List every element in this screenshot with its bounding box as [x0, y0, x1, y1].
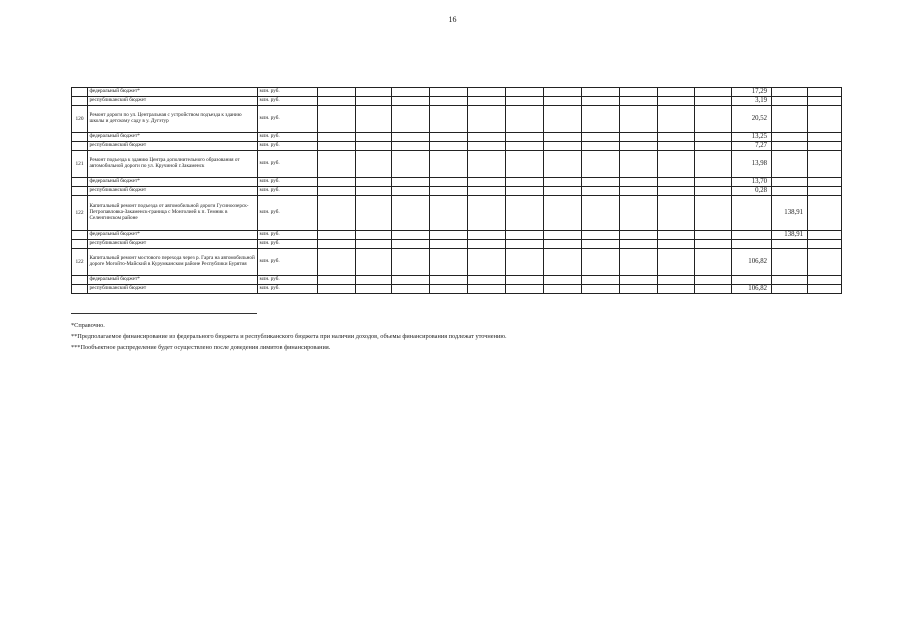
- footnote-rule: [71, 313, 257, 314]
- row-number-cell: 120: [72, 106, 88, 133]
- table-row: [72, 106, 842, 133]
- value-cell: [544, 178, 582, 187]
- value-cell: [620, 187, 658, 196]
- value-cell: [318, 142, 356, 151]
- value-cell: [695, 151, 732, 178]
- unit-cell: млн. руб.: [258, 151, 318, 178]
- value-cell: [506, 249, 544, 276]
- value-cell: [318, 231, 356, 240]
- value-cell: [582, 151, 620, 178]
- value-cell: [544, 142, 582, 151]
- item-name-cell: республиканский бюджет: [88, 240, 258, 249]
- value-cell: [658, 133, 695, 142]
- value-cell: [468, 106, 506, 133]
- footnote-funding: **Предполагаемое финансирование из федерального бюджета и республиканского бюджета при наличии доходов, объемы финансирования подлежат уточнению.: [71, 333, 507, 340]
- value-cell: [392, 276, 430, 285]
- budget-table: [71, 87, 842, 294]
- value-cell: [356, 196, 392, 231]
- value-cell: 0,28: [732, 187, 772, 196]
- item-name-cell: федеральный бюджет*: [88, 178, 258, 187]
- value-cell: [772, 142, 808, 151]
- value-cell: [544, 285, 582, 294]
- value-cell: [808, 231, 842, 240]
- value-cell: [695, 196, 732, 231]
- value-cell: [468, 151, 506, 178]
- footnote-distribution: ***Пообъектное распределение будет осуществлено после доведения лимитов финансирования.: [71, 344, 331, 351]
- table-row: [72, 88, 842, 97]
- table-row: [72, 133, 842, 142]
- value-cell: [392, 151, 430, 178]
- unit-cell: млн. руб.: [258, 285, 318, 294]
- row-number-cell: [72, 88, 88, 97]
- value-cell: [468, 187, 506, 196]
- row-number-cell: [72, 187, 88, 196]
- table-row: [72, 285, 842, 294]
- value-cell: 138,91: [772, 196, 808, 231]
- value-cell: [658, 249, 695, 276]
- value-cell: [392, 187, 430, 196]
- value-cell: [318, 276, 356, 285]
- value-cell: [582, 133, 620, 142]
- value-cell: [544, 88, 582, 97]
- value-cell: [506, 240, 544, 249]
- value-cell: [732, 231, 772, 240]
- value-cell: [620, 178, 658, 187]
- value-cell: 7,27: [732, 142, 772, 151]
- value-cell: [392, 249, 430, 276]
- value-cell: [658, 142, 695, 151]
- value-cell: [772, 178, 808, 187]
- value-cell: [732, 240, 772, 249]
- value-cell: [772, 240, 808, 249]
- value-cell: [356, 285, 392, 294]
- value-cell: [582, 249, 620, 276]
- unit-cell: млн. руб.: [258, 231, 318, 240]
- unit-cell: млн. руб.: [258, 276, 318, 285]
- row-number-cell: [72, 285, 88, 294]
- value-cell: [506, 88, 544, 97]
- unit-cell: млн. руб.: [258, 106, 318, 133]
- value-cell: [582, 276, 620, 285]
- value-cell: [430, 276, 468, 285]
- value-cell: [468, 276, 506, 285]
- value-cell: [506, 276, 544, 285]
- value-cell: [468, 196, 506, 231]
- value-cell: [808, 142, 842, 151]
- value-cell: [356, 151, 392, 178]
- table-row: [72, 151, 842, 178]
- value-cell: [620, 285, 658, 294]
- value-cell: [808, 249, 842, 276]
- value-cell: [620, 249, 658, 276]
- value-cell: [544, 196, 582, 231]
- value-cell: [695, 285, 732, 294]
- value-cell: [808, 178, 842, 187]
- unit-cell: млн. руб.: [258, 196, 318, 231]
- value-cell: [695, 187, 732, 196]
- value-cell: [582, 106, 620, 133]
- value-cell: 106,82: [732, 285, 772, 294]
- value-cell: [392, 178, 430, 187]
- table-row: [72, 249, 842, 276]
- value-cell: [732, 276, 772, 285]
- value-cell: [430, 106, 468, 133]
- value-cell: [620, 196, 658, 231]
- value-cell: [506, 97, 544, 106]
- value-cell: 13,70: [732, 178, 772, 187]
- value-cell: [808, 88, 842, 97]
- value-cell: [544, 249, 582, 276]
- value-cell: [658, 240, 695, 249]
- value-cell: [772, 97, 808, 106]
- value-cell: [318, 106, 356, 133]
- value-cell: [430, 240, 468, 249]
- value-cell: [620, 151, 658, 178]
- value-cell: [695, 88, 732, 97]
- value-cell: [582, 97, 620, 106]
- value-cell: [695, 142, 732, 151]
- value-cell: [695, 133, 732, 142]
- value-cell: [695, 276, 732, 285]
- table-row: [72, 97, 842, 106]
- value-cell: [658, 276, 695, 285]
- value-cell: [582, 88, 620, 97]
- value-cell: [506, 285, 544, 294]
- value-cell: [392, 97, 430, 106]
- value-cell: [468, 142, 506, 151]
- value-cell: [318, 249, 356, 276]
- value-cell: [695, 178, 732, 187]
- value-cell: [318, 133, 356, 142]
- value-cell: [430, 285, 468, 294]
- value-cell: 3,19: [732, 97, 772, 106]
- value-cell: [430, 249, 468, 276]
- value-cell: [468, 285, 506, 294]
- value-cell: [356, 187, 392, 196]
- row-number-cell: [72, 240, 88, 249]
- value-cell: [658, 187, 695, 196]
- value-cell: [808, 187, 842, 196]
- value-cell: [430, 142, 468, 151]
- value-cell: [392, 285, 430, 294]
- unit-cell: млн. руб.: [258, 249, 318, 276]
- unit-cell: млн. руб.: [258, 142, 318, 151]
- value-cell: [620, 240, 658, 249]
- item-name-cell: Ремонт подъезда к зданию Центра дополнительного образования от автомобильной дороги по ул. Кручиной г.Закаменск: [88, 151, 258, 178]
- value-cell: [392, 106, 430, 133]
- value-cell: [392, 196, 430, 231]
- value-cell: [620, 276, 658, 285]
- table-row: [72, 276, 842, 285]
- value-cell: [318, 151, 356, 178]
- value-cell: [582, 231, 620, 240]
- value-cell: [772, 151, 808, 178]
- value-cell: [695, 231, 732, 240]
- value-cell: [772, 187, 808, 196]
- value-cell: [356, 142, 392, 151]
- value-cell: [695, 249, 732, 276]
- value-cell: [506, 151, 544, 178]
- table-row: [72, 142, 842, 151]
- table-row: [72, 178, 842, 187]
- item-name-cell: федеральный бюджет*: [88, 276, 258, 285]
- value-cell: [356, 231, 392, 240]
- item-name-cell: Ремонт дороги по ул. Центральная с устройством подъезда к зданию школы и детскому саду в у. Дугэтур: [88, 106, 258, 133]
- value-cell: [772, 133, 808, 142]
- value-cell: [808, 240, 842, 249]
- value-cell: [318, 240, 356, 249]
- value-cell: 138,91: [772, 231, 808, 240]
- value-cell: [506, 187, 544, 196]
- value-cell: [506, 133, 544, 142]
- value-cell: [356, 178, 392, 187]
- row-number-cell: [72, 178, 88, 187]
- value-cell: 20,52: [732, 106, 772, 133]
- value-cell: [658, 285, 695, 294]
- item-name-cell: республиканский бюджет: [88, 285, 258, 294]
- item-name-cell: федеральный бюджет*: [88, 231, 258, 240]
- value-cell: [620, 231, 658, 240]
- value-cell: [430, 133, 468, 142]
- value-cell: [356, 276, 392, 285]
- value-cell: [544, 187, 582, 196]
- value-cell: [392, 88, 430, 97]
- value-cell: [430, 196, 468, 231]
- value-cell: [506, 142, 544, 151]
- value-cell: [356, 133, 392, 142]
- item-name-cell: республиканский бюджет: [88, 187, 258, 196]
- unit-cell: млн. руб.: [258, 240, 318, 249]
- value-cell: [658, 231, 695, 240]
- table-row: [72, 240, 842, 249]
- value-cell: [695, 106, 732, 133]
- value-cell: [582, 196, 620, 231]
- footnote-reference: *Справочно.: [71, 322, 105, 329]
- item-name-cell: Капитальный ремонт подъезда от автомобильной дороги Гусиноозерск-Петропавловка-Закаменск-граница с Монголией к п. Темник в Селенгинском районе: [88, 196, 258, 231]
- value-cell: [658, 151, 695, 178]
- value-cell: [544, 231, 582, 240]
- value-cell: [318, 196, 356, 231]
- item-name-cell: республиканский бюджет: [88, 97, 258, 106]
- row-number-cell: [72, 133, 88, 142]
- value-cell: [318, 187, 356, 196]
- table-row: [72, 196, 842, 231]
- value-cell: [658, 88, 695, 97]
- value-cell: [808, 285, 842, 294]
- value-cell: [318, 285, 356, 294]
- value-cell: [582, 240, 620, 249]
- value-cell: [808, 151, 842, 178]
- unit-cell: млн. руб.: [258, 178, 318, 187]
- value-cell: 13,25: [732, 133, 772, 142]
- value-cell: [695, 97, 732, 106]
- value-cell: [356, 240, 392, 249]
- value-cell: [506, 178, 544, 187]
- value-cell: [430, 97, 468, 106]
- value-cell: [772, 249, 808, 276]
- value-cell: [620, 142, 658, 151]
- item-name-cell: Капитальный ремонт мостового перехода через р. Гарга на автомобильной дороге Могойто-Майский в Курумканском районе Республики Бурятия: [88, 249, 258, 276]
- value-cell: [582, 285, 620, 294]
- value-cell: [468, 97, 506, 106]
- value-cell: [582, 178, 620, 187]
- value-cell: [318, 88, 356, 97]
- value-cell: [544, 133, 582, 142]
- value-cell: [544, 276, 582, 285]
- value-cell: [808, 276, 842, 285]
- value-cell: [392, 240, 430, 249]
- value-cell: [808, 196, 842, 231]
- value-cell: [356, 97, 392, 106]
- item-name-cell: федеральный бюджет*: [88, 133, 258, 142]
- value-cell: [468, 178, 506, 187]
- row-number-cell: [72, 276, 88, 285]
- value-cell: [544, 151, 582, 178]
- value-cell: [430, 88, 468, 97]
- value-cell: [430, 187, 468, 196]
- value-cell: [430, 151, 468, 178]
- table-row: [72, 231, 842, 240]
- value-cell: 17,29: [732, 88, 772, 97]
- value-cell: [544, 106, 582, 133]
- value-cell: [620, 97, 658, 106]
- value-cell: [620, 133, 658, 142]
- row-number-cell: [72, 231, 88, 240]
- unit-cell: млн. руб.: [258, 97, 318, 106]
- value-cell: [772, 88, 808, 97]
- value-cell: [468, 88, 506, 97]
- value-cell: [392, 231, 430, 240]
- value-cell: [620, 106, 658, 133]
- value-cell: [430, 231, 468, 240]
- value-cell: [506, 196, 544, 231]
- value-cell: [772, 106, 808, 133]
- value-cell: [356, 88, 392, 97]
- value-cell: [506, 231, 544, 240]
- value-cell: [318, 97, 356, 106]
- value-cell: [658, 106, 695, 133]
- value-cell: [392, 142, 430, 151]
- value-cell: [544, 240, 582, 249]
- value-cell: [658, 196, 695, 231]
- row-number-cell: 122: [72, 196, 88, 231]
- value-cell: [468, 133, 506, 142]
- value-cell: [392, 133, 430, 142]
- footnotes: [71, 320, 507, 353]
- value-cell: 106,82: [732, 249, 772, 276]
- value-cell: [356, 249, 392, 276]
- value-cell: [318, 178, 356, 187]
- item-name-cell: федеральный бюджет*: [88, 88, 258, 97]
- value-cell: [772, 285, 808, 294]
- row-number-cell: 122: [72, 249, 88, 276]
- row-number-cell: 121: [72, 151, 88, 178]
- row-number-cell: [72, 97, 88, 106]
- item-name-cell: республиканский бюджет: [88, 142, 258, 151]
- value-cell: [658, 178, 695, 187]
- value-cell: [808, 106, 842, 133]
- value-cell: [658, 97, 695, 106]
- value-cell: [808, 97, 842, 106]
- value-cell: [582, 187, 620, 196]
- page-number: 16: [448, 15, 457, 24]
- value-cell: [695, 240, 732, 249]
- value-cell: [544, 97, 582, 106]
- value-cell: [732, 196, 772, 231]
- value-cell: [808, 133, 842, 142]
- value-cell: [430, 178, 468, 187]
- value-cell: [356, 106, 392, 133]
- unit-cell: млн. руб.: [258, 133, 318, 142]
- value-cell: [582, 142, 620, 151]
- value-cell: [468, 249, 506, 276]
- table-row: [72, 187, 842, 196]
- value-cell: 13,98: [732, 151, 772, 178]
- value-cell: [506, 106, 544, 133]
- value-cell: [468, 240, 506, 249]
- value-cell: [620, 88, 658, 97]
- unit-cell: млн. руб.: [258, 187, 318, 196]
- unit-cell: млн. руб.: [258, 88, 318, 97]
- value-cell: [772, 276, 808, 285]
- value-cell: [468, 231, 506, 240]
- row-number-cell: [72, 142, 88, 151]
